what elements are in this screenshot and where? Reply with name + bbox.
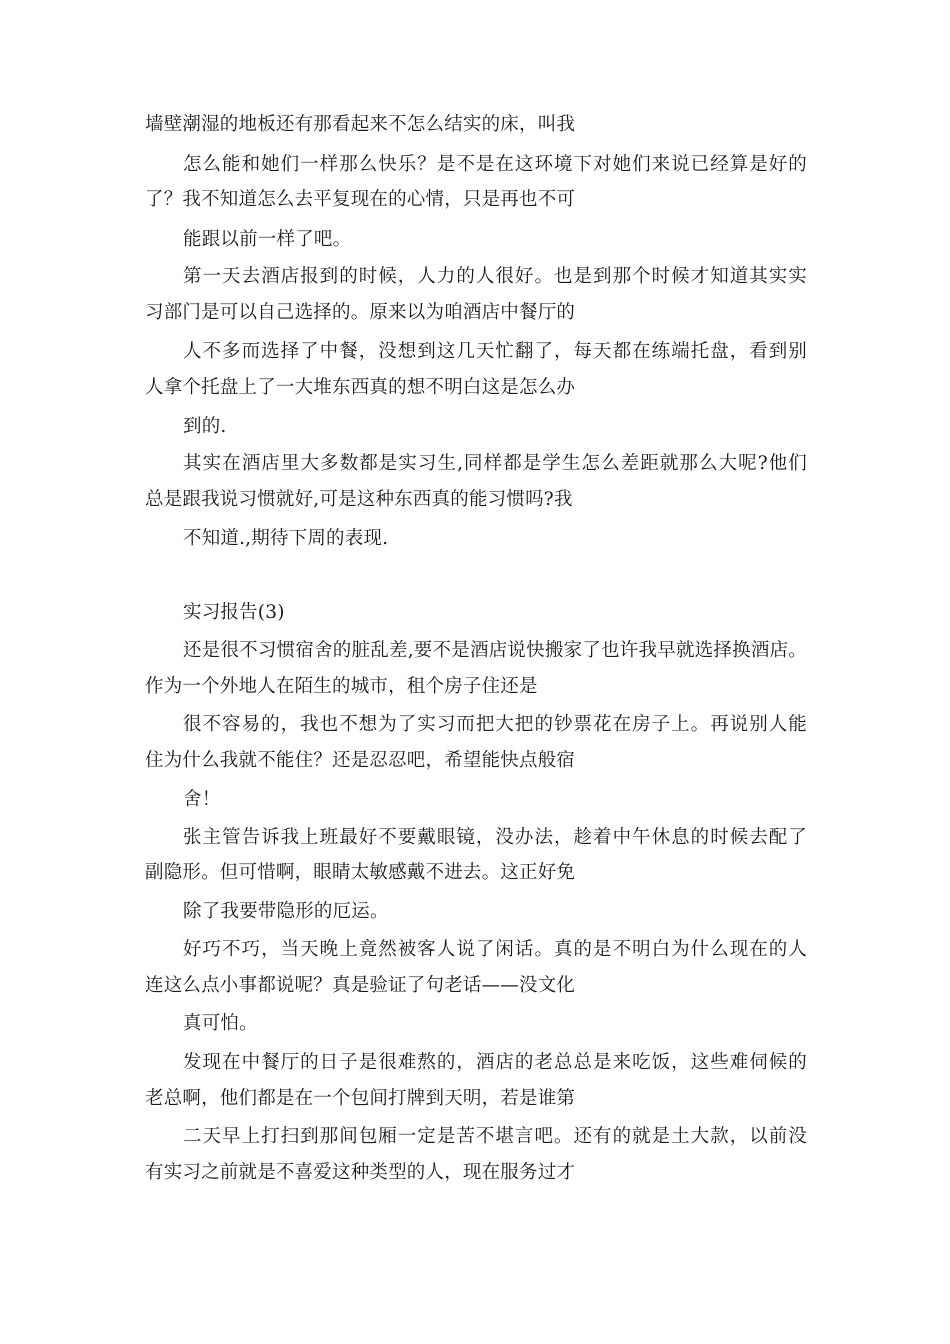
- text-line: 很不容易的，我也不想为了实习而把大把的钞票花在房子上。再说别人能: [183, 714, 807, 735]
- text-line: 张主管告诉我上班最好不要戴眼镜，没办法，趁着中午休息的时候去配了: [183, 827, 807, 848]
- text-line: 真可怕。: [183, 1013, 258, 1034]
- text-line: 作为一个外地人在陌生的城市，租个房子住还是: [145, 676, 538, 697]
- text-line: 了？我不知道怎么去平复现在的心情，只是再也不可: [145, 189, 576, 210]
- text-line: 总是跟我说习惯就好,可是这种东西真的能习惯吗?我: [145, 489, 573, 510]
- text-line: 副隐形。但可惜啊，眼睛太敏感戴不进去。这正好免: [145, 862, 576, 883]
- text-line: 习部门是可以自己选择的。原来以为咱酒店中餐厅的: [145, 302, 576, 323]
- text-line: 有实习之前就是不喜爱这种类型的人，现在服务过才: [145, 1162, 576, 1183]
- text-line: 舍！: [183, 789, 221, 810]
- text-line: 人不多而选择了中餐，没想到这几天忙翻了，每天都在练端托盘，看到别: [183, 341, 807, 362]
- text-line: 怎么能和她们一样那么快乐？是不是在这环境下对她们来说已经算是好的: [183, 154, 807, 175]
- text-line: 二天早上打扫到那间包厢一定是苦不堪言吧。还有的就是土大款，以前没: [183, 1126, 807, 1147]
- text-line: 人拿个托盘上了一大堆东西真的想不明白这是怎么办: [145, 377, 576, 398]
- text-line: 不知道.,期待下周的表现.: [183, 528, 389, 549]
- text-line: 能跟以前一样了吧。: [183, 229, 352, 250]
- text-line: 实习报告(3): [183, 602, 285, 623]
- text-line: 墙壁潮湿的地板还有那看起来不怎么结实的床，叫我: [145, 114, 576, 135]
- text-line: 连这么点小事都说呢？真是验证了句老话——没文化: [145, 975, 576, 996]
- text-line: 住为什么我就不能住？还是忍忍吧，希望能快点般宿: [145, 750, 576, 771]
- text-line: 第一天去酒店报到的时候，人力的人很好。也是到那个时候才知道其实实: [183, 266, 807, 287]
- text-line: 到的.: [183, 416, 227, 437]
- text-line: 发现在中餐厅的日子是很难熬的，酒店的老总总是来吃饭，这些难伺候的: [183, 1052, 807, 1073]
- text-line: 除了我要带隐形的厄运。: [183, 901, 389, 922]
- text-line: 还是很不习惯宿舍的脏乱差,要不是酒店说快搬家了也许我早就选择换酒店。: [183, 640, 807, 661]
- text-line: 老总啊，他们都是在一个包间打牌到天明，若是谁第: [145, 1088, 576, 1109]
- text-line: 其实在酒店里大多数都是实习生,同样都是学生怎么差距就那么大呢?他们: [183, 453, 807, 474]
- text-line: 好巧不巧，当天晚上竟然被客人说了闲话。真的是不明白为什么现在的人: [183, 939, 807, 960]
